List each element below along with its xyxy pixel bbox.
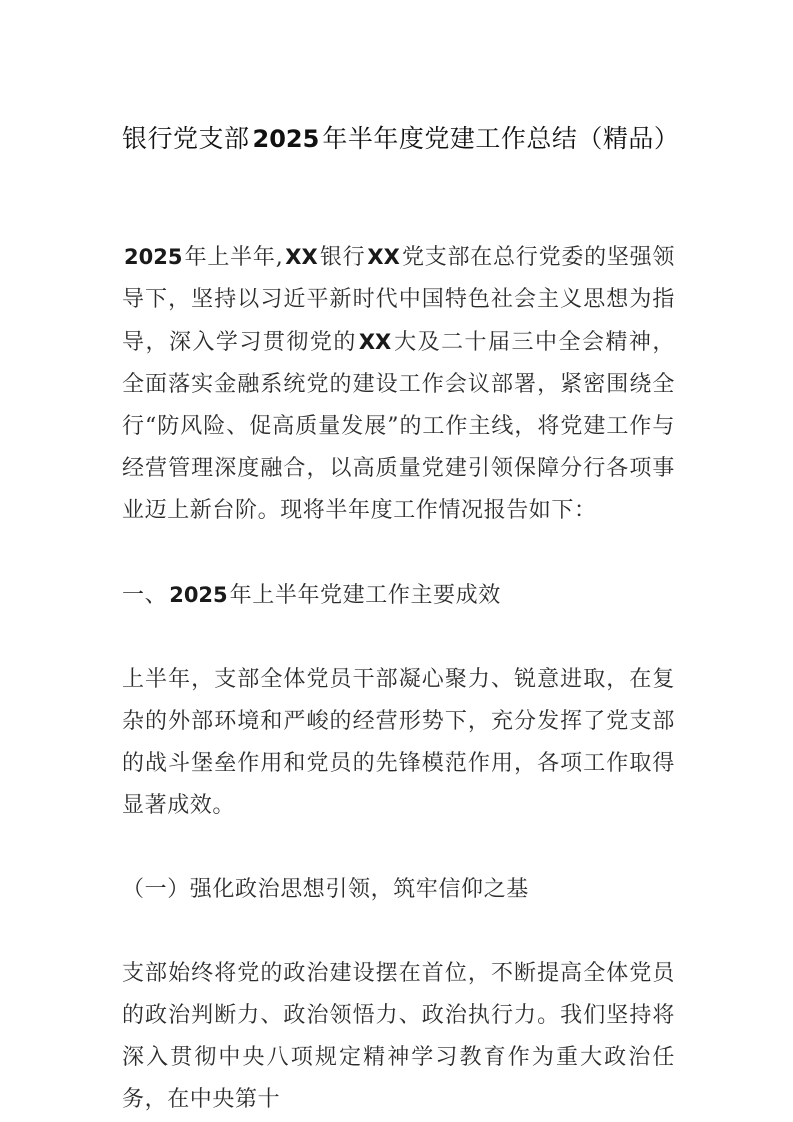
subsection-heading-1 — [122, 869, 675, 911]
intro-paragraph-run-3: 银行 — [319, 245, 366, 270]
intro-paragraph-run-7: 大及二十届三中全会精神，全面落实金融系统党的建设工作会议部署，紧密围绕全行“防风险、促高质量发展”的工作主线，将党建工作与经营管理深度融合，以高质量党建引领保障分行各项事业迈上新台阶。现将半年度工作情况报告如下： — [122, 330, 675, 523]
page-title-suffix: 年半年度党建工作总结（精品） — [322, 124, 680, 153]
document-body — [122, 236, 675, 1121]
page-title — [122, 0, 680, 156]
paragraph-spacer — [122, 532, 675, 574]
political-guidance-paragraph — [122, 953, 675, 1121]
title-body-spacer — [122, 156, 675, 236]
intro-paragraph-run-4: XX — [367, 245, 400, 269]
section-heading-1 — [122, 574, 675, 617]
intro-paragraph — [122, 236, 675, 532]
section-heading-1-run-1: 2025 — [169, 583, 228, 607]
section-heading-1-run-0: 一、 — [122, 583, 168, 608]
subsection-heading-1-run-0: （一）强化政治思想引领，筑牢信仰之基 — [122, 877, 529, 902]
paragraph-spacer — [122, 617, 675, 659]
section-heading-1-run-2: 年上半年党建工作主要成效 — [229, 583, 501, 608]
achievements-paragraph-run-0: 上半年，支部全体党员干部凝心聚力、锐意进取，在复杂的外部环境和严峻的经营形势下，充分发挥了党支部的战斗堡垒作用和党员的先锋模范作用，各项工作取得显著成效。 — [122, 667, 675, 818]
achievements-paragraph — [122, 659, 675, 827]
intro-paragraph-run-6: XX — [358, 330, 392, 354]
paragraph-spacer — [122, 911, 675, 953]
intro-paragraph-run-5: 党支部在总行党委的坚强领导下，坚持以习近平新时代中国特色社会主义思想为指导，深入学习贯彻党的 — [122, 245, 676, 355]
page-title-prefix: 银行党支部 — [122, 124, 250, 153]
intro-paragraph-run-0: 2025 — [124, 245, 183, 269]
intro-paragraph-run-1: 年上半年, — [184, 245, 284, 270]
intro-paragraph-run-2: XX — [285, 245, 318, 269]
political-guidance-paragraph-run-0: 支部始终将党的政治建设摆在首位，不断提高全体党员的政治判断力、政治领悟力、政治执行力。我们坚持将深入贯彻中央八项规定精神学习教育作为重大政治任务，在中央第十 — [122, 961, 675, 1112]
paragraph-spacer — [122, 827, 675, 869]
page-title-year: 2025 — [252, 125, 320, 153]
document-text-column — [122, 0, 680, 1121]
